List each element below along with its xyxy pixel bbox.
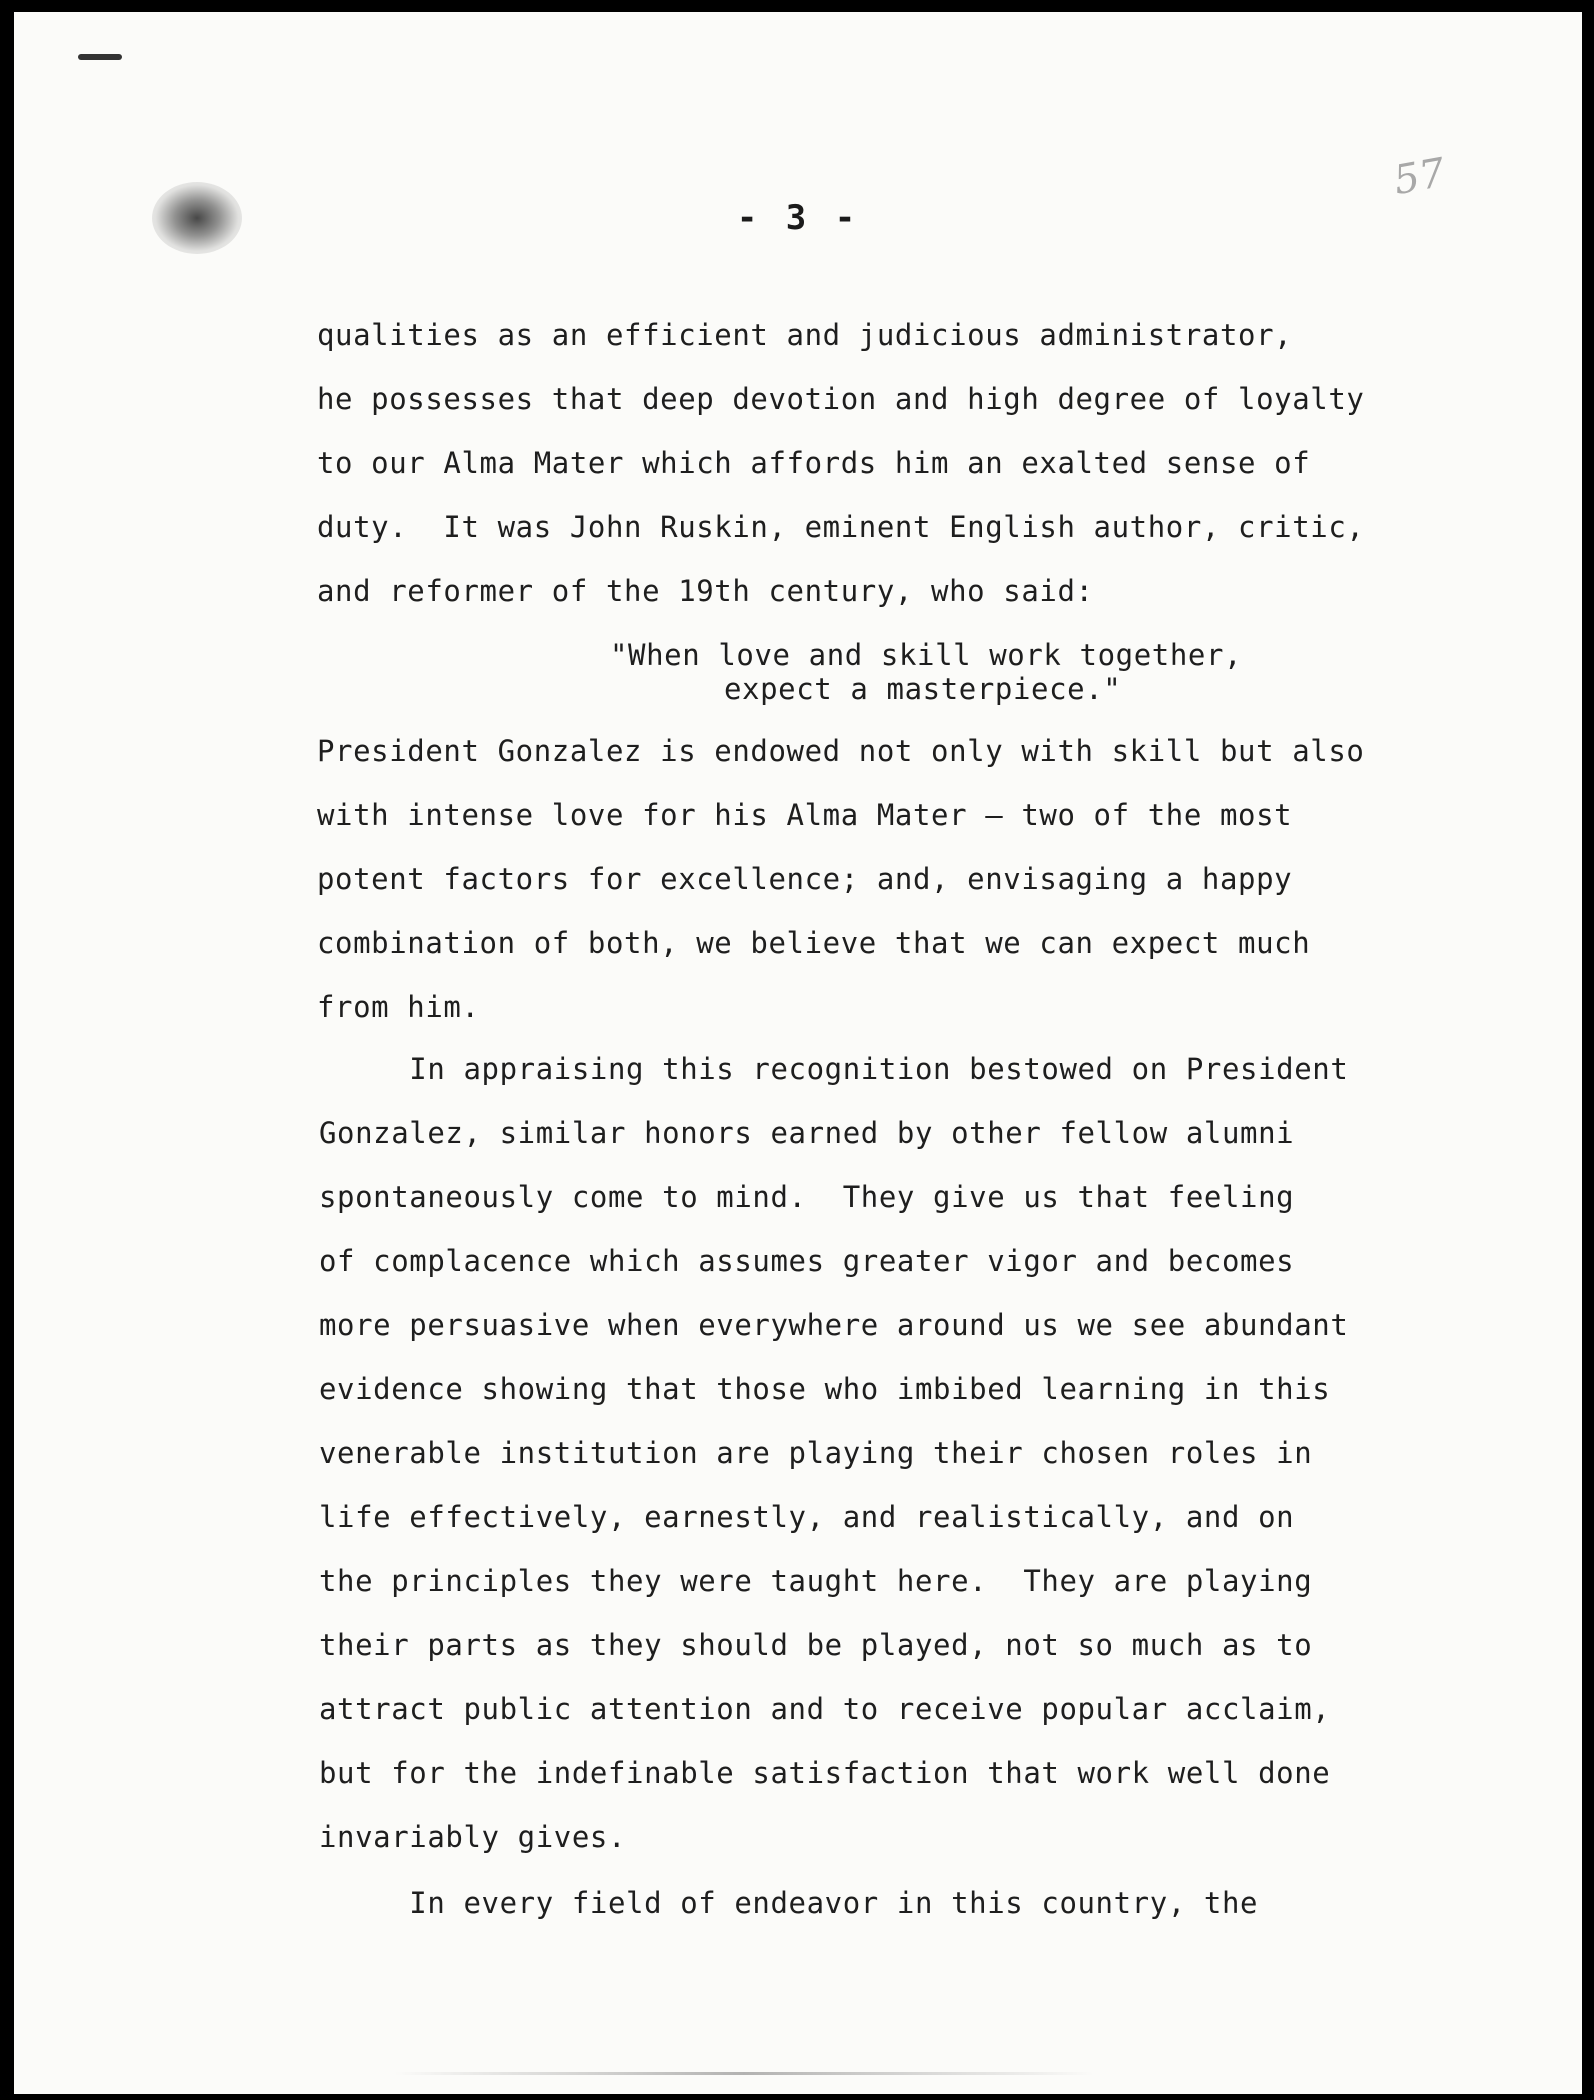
text-line: President Gonzalez is endowed not only with skill but also (317, 734, 1365, 768)
text-line: venerable institution are playing their chosen roles in (319, 1436, 1313, 1470)
scan-edge-shadow (394, 2072, 1094, 2075)
text-line: of complacence which assumes greater vigor and becomes (319, 1244, 1295, 1278)
text-line: and reformer of the 19th century, who said: (317, 574, 1094, 608)
text-line: evidence showing that those who imbibed learning in this (319, 1372, 1331, 1406)
text-line: but for the indefinable satisfaction that work well done (319, 1756, 1331, 1790)
text-line: duty. It was John Ruskin, eminent English author, critic, (317, 510, 1365, 544)
text-line: their parts as they should be played, not so much as to (319, 1628, 1313, 1662)
text-line: the principles they were taught here. They are playing (319, 1564, 1313, 1598)
text-line: potent factors for excellence; and, envisaging a happy (317, 862, 1293, 896)
text-line: combination of both, we believe that we can expect much (317, 926, 1311, 960)
text-line: In appraising this recognition bestowed on President (319, 1052, 1349, 1086)
text-line: In every field of endeavor in this country, the (319, 1886, 1259, 1920)
corner-dash-mark (78, 54, 122, 60)
quotation-line: expect a masterpiece." (724, 672, 1122, 706)
text-line: spontaneously come to mind. They give us that feeling (319, 1180, 1295, 1214)
text-line: life effectively, earnestly, and realistically, and on (319, 1500, 1295, 1534)
typewritten-sheet (14, 12, 1582, 2094)
text-line: he possesses that deep devotion and high degree of loyalty (317, 382, 1365, 416)
text-line: with intense love for his Alma Mater — two of the most (317, 798, 1293, 832)
page-number: - 3 - (736, 198, 860, 238)
text-line: invariably gives. (319, 1820, 627, 1854)
text-line: to our Alma Mater which affords him an exalted sense of (317, 446, 1311, 480)
text-line: from him. (317, 990, 480, 1024)
text-line: Gonzalez, similar honors earned by other fellow alumni (319, 1116, 1295, 1150)
archive-number-mark: 57 (1390, 149, 1449, 205)
text-line: qualities as an efficient and judicious administrator, (317, 318, 1293, 352)
quotation-line: "When love and skill work together, (610, 638, 1243, 672)
text-line: attract public attention and to receive popular acclaim, (319, 1692, 1331, 1726)
text-line: more persuasive when everywhere around us we see abundant (319, 1308, 1349, 1342)
